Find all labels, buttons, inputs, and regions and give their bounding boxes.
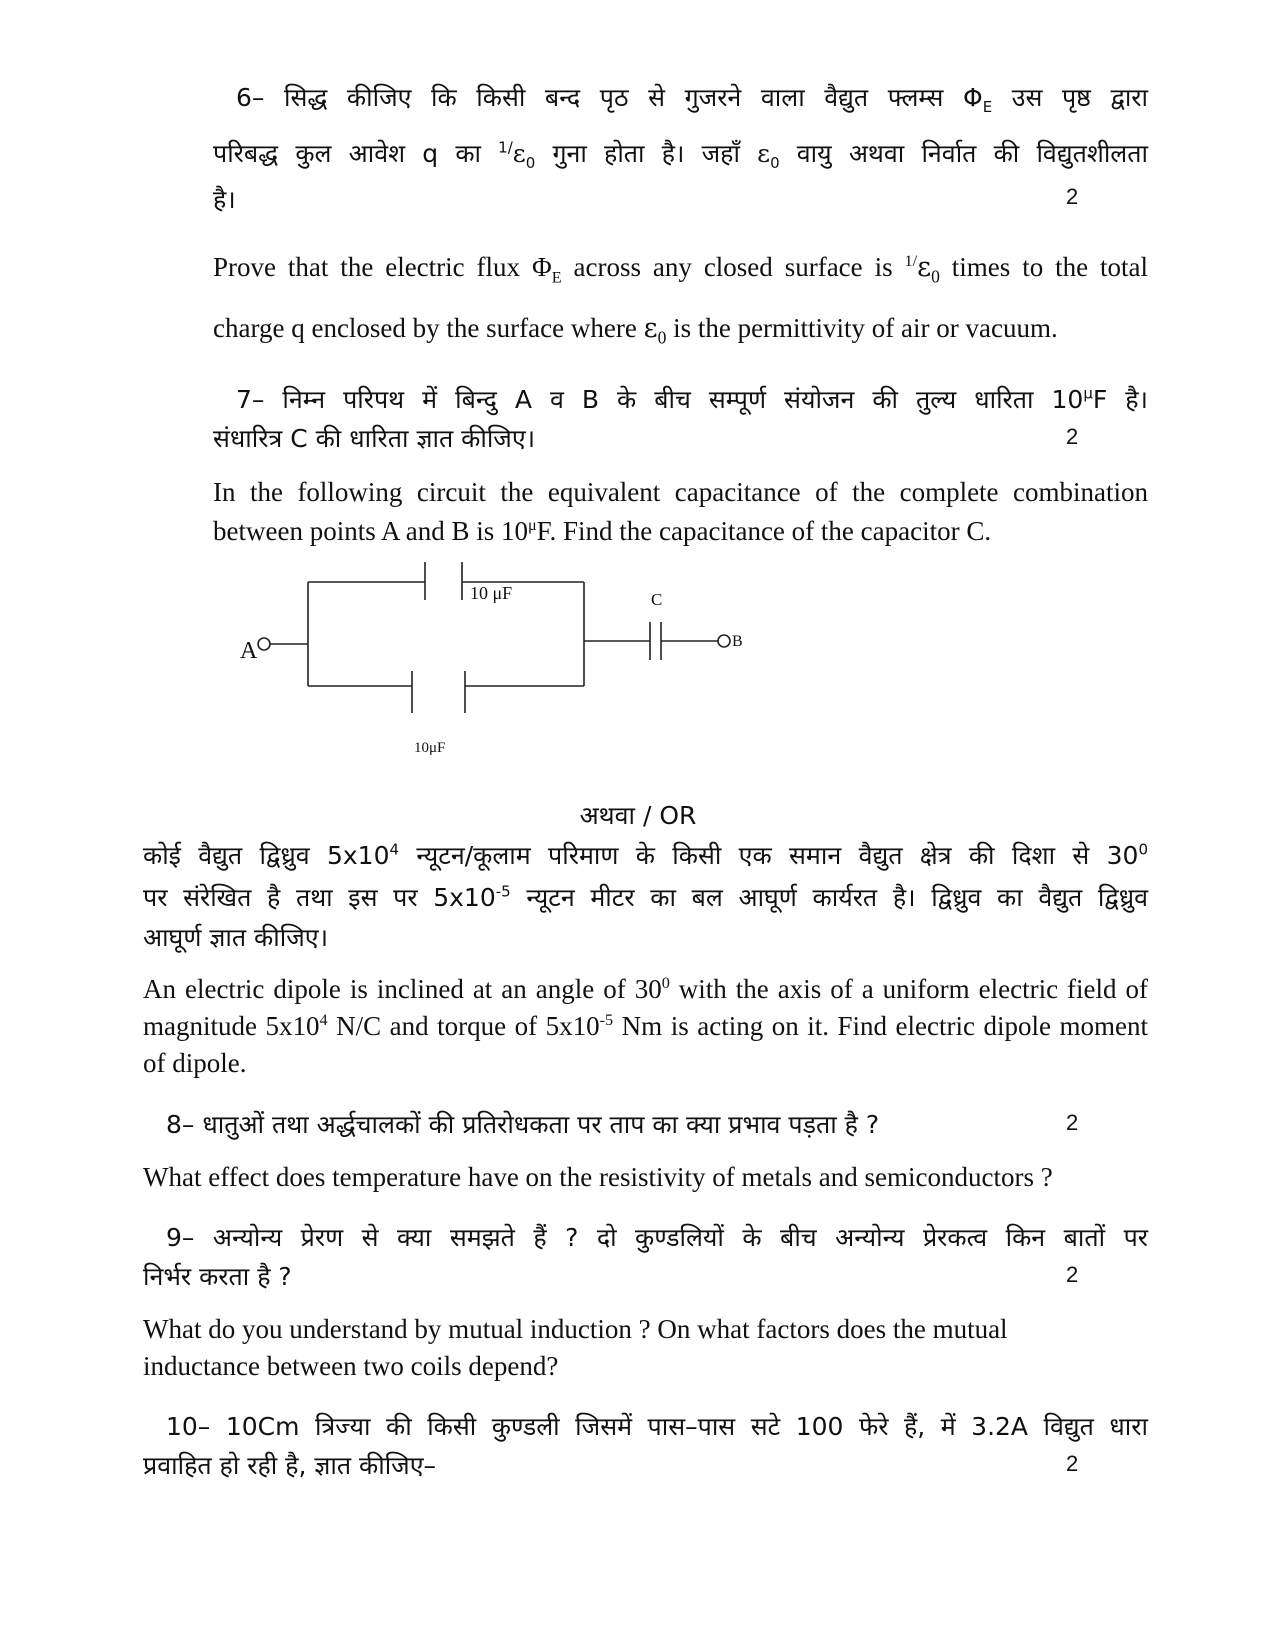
dipole-hindi-line-1: कोई वैद्युत द्विध्रुव $5x10^4$ न्यूटन/कूलाम परिमाण के किसी एक समान वैद्युत क्षेत्र की दिशा से $30^0$ (143, 840, 1149, 870)
dipole-english-line-2: magnitude $5x10^4$ N/C and torque of $5x10^{-5}$ Nm is acting on it. Find electric dipole moment (143, 1011, 1148, 1041)
q8-marks: 2 (1066, 1110, 1079, 1135)
label-c: C (651, 590, 663, 609)
q6-hindi-line-2: परिबद्ध कुल आवेश q का $^{1/}\varepsilon_0$ गुना होता है। जहाँ $\varepsilon_0$ वायु अथवा निर्वात की विद्युतशीलता (213, 138, 1148, 172)
dipole-english-line-3: of dipole. (143, 1048, 247, 1078)
q9-english-line-1: What do you understand by mutual induction ? On what factors does the mutual (143, 1314, 1008, 1344)
label-bottom-capacitor: 10μF (414, 740, 446, 756)
q8-hindi: 8– धातुओं तथा अर्द्धचालकों की प्रतिरोधकता पर ताप का क्या प्रभाव पड़ता है ? (166, 1110, 880, 1139)
q6-marks: 2 (1066, 184, 1079, 209)
q9-hindi-line-1: 9– अन्योन्य प्रेरण से क्या समझते हैं ? दो कुण्डलियों के बीच अन्योन्य प्रेरकत्व किन बातों पर (166, 1223, 1148, 1252)
terminal-a (258, 638, 270, 650)
q8-english: What effect does temperature have on the resistivity of metals and semiconductors ? (143, 1162, 1053, 1192)
q9-hindi-line-2: निर्भर करता है ? (143, 1262, 292, 1291)
q6-hindi-line-1: 6– सिद्ध कीजिए कि किसी बन्द पृठ से गुजरने वाला वैद्युत फ्लम्स $\Phi_E$ उस पृष्ठ द्वारा (236, 83, 1148, 116)
q6-hindi-line-3: है। (213, 185, 236, 214)
or-heading: अथवा / OR (579, 801, 697, 830)
dipole-english-line-1: An electric dipole is inclined at an angle of $30^0$ with the axis of a uniform electric field of (143, 974, 1149, 1004)
q6-english-line-1: Prove that the electric flux $\Phi_E$ across any closed surface is $^{1/}\varepsilon_0$ times to the total (213, 252, 1148, 287)
q6-english-line-2: charge q enclosed by the surface where $\varepsilon_0$ is the permittivity of air or vacuum. (213, 313, 1058, 348)
q9-marks: 2 (1066, 1262, 1079, 1287)
q7-marks: 2 (1066, 424, 1079, 449)
dipole-hindi-line-2: पर संरेखित है तथा इस पर $5x10^{-5}$ न्यूटन मीटर का बल आघूर्ण कार्यरत है। द्विध्रुव का वैद्युत द्विध्रुव (143, 882, 1148, 912)
q7-hindi-line-1: 7– निम्न परिपथ में बिन्दु A व B के बीच सम्पूर्ण संयोजन की तुल्य धारिता $10^\mu F$ है। (236, 384, 1148, 414)
q7-english-line-1: In the following circuit the equivalent capacitance of the complete combination (213, 477, 1148, 507)
terminal-b (718, 635, 730, 647)
q9-english-line-2: inductance between two coils depend? (143, 1351, 559, 1381)
dipole-hindi-line-3: आघूर्ण ज्ञात कीजिए। (143, 923, 329, 952)
q7-hindi-line-2: संधारित्र C की धारिता ज्ञात कीजिए। (213, 424, 536, 453)
q10-hindi-line-1: 10– 10Cm त्रिज्या की किसी कुण्डली जिसमें पास–पास सटे 100 फेरे हैं, में 3.2A विद्युत धारा (166, 1412, 1148, 1441)
label-a: A (240, 638, 258, 664)
q10-marks: 2 (1066, 1451, 1079, 1476)
q7-english-line-2: between points A and B is $10^\mu F$. Find the capacitance of the capacitor C. (213, 516, 992, 546)
label-b: B (732, 633, 743, 650)
label-top-capacitor: 10 μF (470, 583, 513, 603)
q10-hindi-line-2: प्रवाहित हो रही है, ज्ञात कीजिए– (143, 1451, 437, 1480)
